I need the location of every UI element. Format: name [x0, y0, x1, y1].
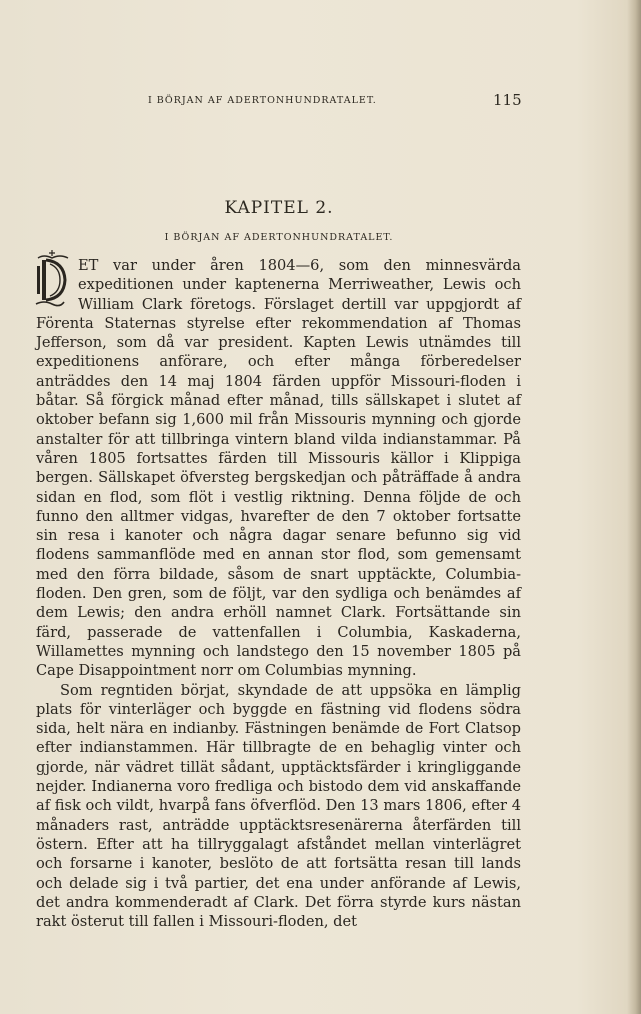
body-text — [36, 256, 521, 931]
page-edge-shadow — [627, 0, 641, 1014]
page-number: 115 — [493, 91, 522, 109]
chapter-subtitle: I BÖRJAN AF ADERTONHUNDRATALET. — [164, 232, 394, 243]
paragraph-1: ET var under åren 1804—6, som den minnesvärda expeditionen under kaptenerna Merriweather, Lewis och William Clark företogs. Förslaget dertill var uppgjordt af Förenta Staternas styrelse efter rekommendation af Thomas Jefferson, som då var president. Kapten Lewis utnämdes till expeditionens anförare, och efter många förberedelser anträddes den 14 maj 1804 färden uppför Missouri-floden i båtar. Så förgick månad efter månad, tills sällskapet i slutet af oktober befann sig 1,600 mil från Missouris mynning och gjorde anstalter för att tillbringa vintern bland vilda indianstammar. På våren 1805 fortsattes färden till Missouris källor i Klippiga bergen. Sällskapet öfversteg bergskedjan och påträffade å andra sidan en flod, som flöt i vestlig riktning. Denna följde de och funno den alltmer vidgas, hvarefter de den 7 oktober fortsatte sin resa i kanoter och några dagar senare befunno sig vid flodens sammanflöde med en annan stor flod, som gemensamt med den förra bildade, såsom de snart upptäckte, Columbia-floden. Den gren, som de följt, var den sydliga och benämdes af dem Lewis; den andra erhöll namnet Clark. Fortsättande sin färd, passerade de vattenfallen i Columbia, Kaskaderna, Willamettes mynning och landstego den 15 november 1805 på Cape Disappointment norr om Columbias mynning. — [36, 257, 521, 680]
chapter-title: KAPITEL 2. — [224, 198, 334, 218]
dropcap-letter: D — [48, 288, 49, 289]
running-head: I BÖRJAN AF ADERTONHUNDRATALET. — [148, 95, 377, 106]
paragraph-2: Som regntiden börjat, skyndade de att uppsöka en lämplig plats för vinterläger och byggde en fästning vid flodens södra sida, helt nära en indianby. Fästningen benämde de Fort Clatsop efter indianstammen. Här tillbragte de en behaglig vinter och gjorde, när vädret tillät sådant, upptäcktsfärder i kringliggande nejder. Indianerna voro fredliga och bistodo dem vid anskaffande af fisk och vildt, hvarpå fans öfverflöd. Den 13 mars 1806, efter 4 månaders rast, anträdde upptäcktsresenärerna återfärden till östern. Efter att ha tillryggalagt afståndet mellan vinterlägret och forsarne i kanoter, beslöto de att fortsätta resan till lands och delade sig i två partier, det ena under anförande af Lewis, det andra kommenderadt af Clark. Det förra styrde kurs nästan rakt österut till fallen i Missouri-floden, det — [36, 681, 521, 931]
